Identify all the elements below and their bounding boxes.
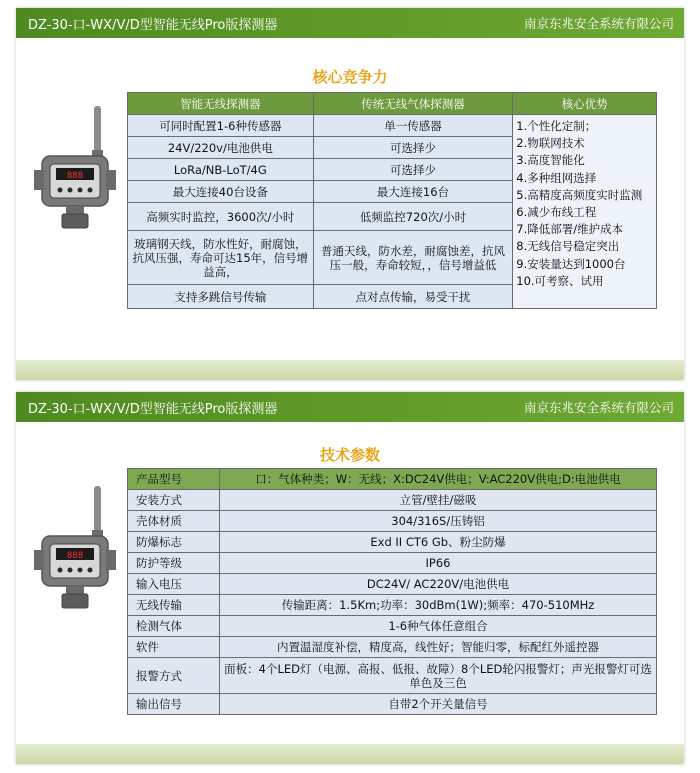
card-header	[16, 8, 684, 38]
traditional-cell: 最大连接16台	[313, 181, 513, 203]
competitiveness-card	[16, 8, 684, 380]
spec-label: 壳体材质	[128, 511, 220, 532]
spec-label: 防爆标志	[128, 532, 220, 553]
detector-device-image	[30, 104, 130, 234]
advantage-item: 3.高度智能化	[516, 153, 585, 168]
spec-table	[127, 468, 657, 715]
smart-cell: 支持多跳信号传输	[128, 285, 314, 309]
spec-label: 输出信号	[128, 694, 220, 715]
spec-label: 防护等级	[128, 553, 220, 574]
advantage-item: 5.高精度高频度实时监测	[516, 187, 643, 202]
spec-label: 输入电压	[128, 574, 220, 595]
model-title: DZ-30-口-WX/V/D型智能无线Pro版探测器	[28, 401, 278, 417]
advantage-item: 2.物联网技术	[516, 136, 585, 151]
tech-params-card	[16, 392, 684, 764]
advantage-item: 4.多种组网选择	[516, 170, 597, 185]
section-title: 核心竞争力	[312, 68, 388, 86]
spec-label: 报警方式	[128, 658, 220, 694]
comparison-table	[127, 92, 657, 309]
spec-label: 软件	[128, 637, 220, 658]
spec-label: 安装方式	[128, 490, 220, 511]
spec-value: IP66	[220, 553, 657, 574]
col-header-traditional: 传统无线气体探测器	[313, 93, 513, 115]
device-display-digits: 888	[66, 171, 84, 181]
card-header	[16, 392, 684, 422]
spec-value: 立管/壁挂/磁吸	[220, 490, 657, 511]
spec-value: DC24V/ AC220V/电池供电	[220, 574, 657, 595]
spec-label: 检测气体	[128, 616, 220, 637]
spec-label: 产品型号	[128, 469, 220, 490]
device-display-digits: 888	[66, 551, 84, 561]
card-footer-band	[16, 360, 684, 380]
advantage-item: 1.个性化定制；	[516, 119, 597, 133]
spec-value: 面板：4个LED灯（电源、高报、低报、故障）8个LED轮闪报警灯；声光报警灯可选单色及三色	[220, 658, 657, 694]
spec-value: 传输距离：1.5Km;功率：30dBm(1W);频率：470-510MHz	[220, 595, 657, 616]
model-title: DZ-30-口-WX/V/D型智能无线Pro版探测器	[28, 17, 278, 33]
spec-value: 自带2个开关量信号	[220, 694, 657, 715]
company-name: 南京东兆安全系统有限公司	[523, 400, 674, 415]
smart-cell: 24V/220v/电池供电	[128, 137, 314, 159]
smart-cell: 玻璃钢天线，防水性好，耐腐蚀，抗风压强，寿命可达15年，信号增益高，	[128, 231, 314, 285]
advantage-item: 7.降低部署/维护成本	[516, 222, 624, 237]
spec-label: 无线传输	[128, 595, 220, 616]
traditional-cell: 普通天线，防水差，耐腐蚀差，抗风压一般，寿命较短，，信号增益低	[313, 231, 513, 285]
advantage-item: 6.减少布线工程	[516, 205, 597, 220]
traditional-cell: 点对点传输，易受干扰	[313, 285, 513, 309]
section-title: 技术参数	[319, 446, 380, 464]
detector-device-image	[30, 484, 130, 614]
spec-value: Exd II CT6 Gb、粉尘防爆	[220, 532, 657, 553]
col-header-advantages: 核心优势	[513, 93, 657, 115]
spec-value: 内置温湿度补偿，精度高，线性好；智能归零，标配红外遥控器	[220, 637, 657, 658]
traditional-cell: 低频监控720次/小时	[313, 203, 513, 231]
traditional-cell: 可选择少	[313, 137, 513, 159]
smart-cell: LoRa/NB-LoT/4G	[128, 159, 314, 181]
advantage-item: 8.无线信号稳定突出	[516, 239, 620, 254]
smart-cell: 高频实时监控，3600次/小时	[128, 203, 314, 231]
advantage-item: 10.可考察、试用	[516, 273, 604, 288]
smart-cell: 最大连接40台设备	[128, 181, 314, 203]
spec-value: 1-6种气体任意组合	[220, 616, 657, 637]
card-footer-band	[16, 744, 684, 764]
smart-cell: 可同时配置1-6种传感器	[128, 115, 314, 137]
traditional-cell: 可选择少	[313, 159, 513, 181]
spec-value: 口：气体种类；W：无线；X:DC24V供电；V:AC220V供电;D:电池供电	[220, 469, 657, 490]
company-name: 南京东兆安全系统有限公司	[523, 16, 674, 31]
col-header-smart: 智能无线探测器	[128, 93, 314, 115]
spec-value: 304/316S/压铸铝	[220, 511, 657, 532]
traditional-cell: 单一传感器	[313, 115, 513, 137]
advantages-cell	[513, 115, 657, 309]
advantage-item: 9.安装量达到1000台	[516, 256, 626, 271]
